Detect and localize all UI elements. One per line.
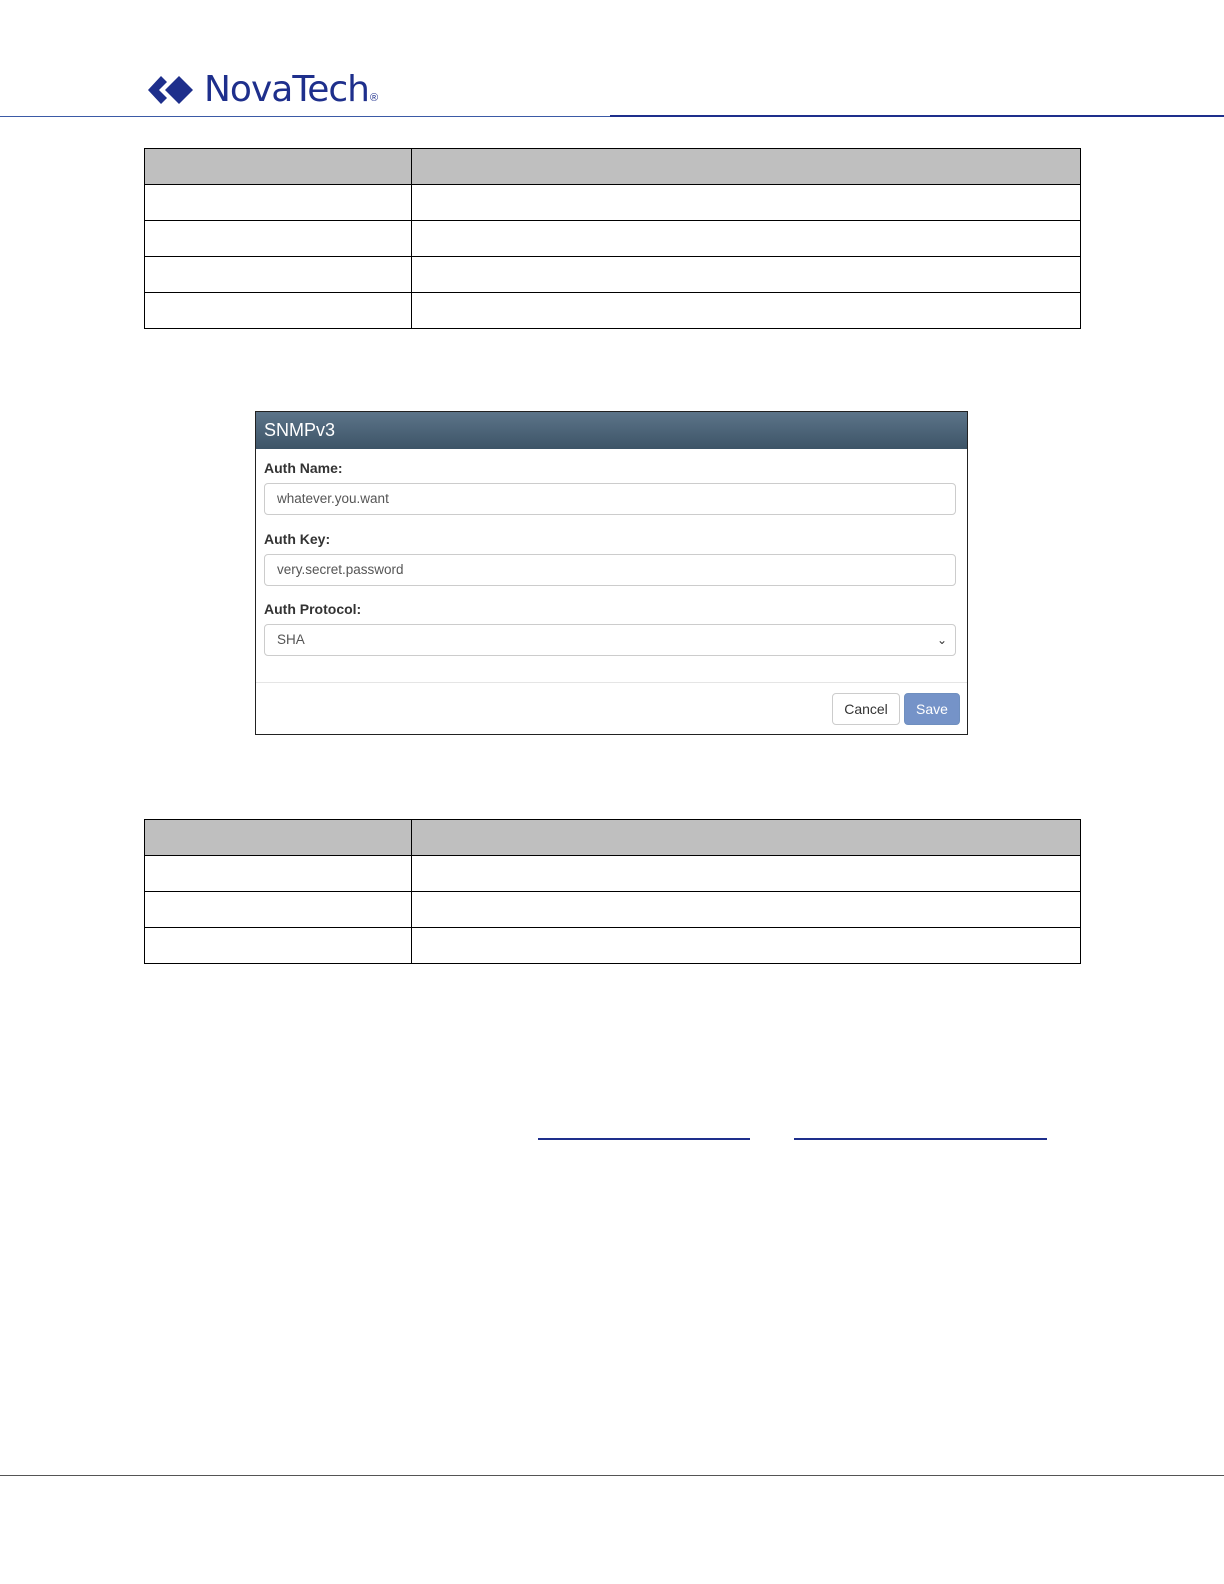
table-cell [145, 928, 412, 964]
registered-mark: ® [369, 92, 379, 104]
table-cell [145, 856, 412, 892]
diamond-logo-icon [148, 73, 200, 107]
table-row [145, 221, 1081, 257]
table-cell [412, 257, 1081, 293]
table-header-row [145, 820, 1081, 856]
auth-protocol-label: Auth Protocol: [264, 601, 362, 617]
table-cell [412, 185, 1081, 221]
header-rule-left [0, 116, 610, 117]
table-cell [145, 185, 412, 221]
hyperlink-1[interactable] [538, 1138, 750, 1140]
table-row [145, 928, 1081, 964]
dialog-footer-divider [256, 682, 967, 683]
table-row [145, 856, 1081, 892]
table-cell [145, 257, 412, 293]
table-cell [412, 892, 1081, 928]
table-cell [145, 892, 412, 928]
table-cell [412, 221, 1081, 257]
auth-key-input[interactable]: very.secret.password [264, 554, 956, 586]
auth-key-label: Auth Key: [264, 531, 331, 547]
table-row [145, 257, 1081, 293]
auth-protocol-select[interactable] [264, 624, 956, 656]
table-cell [412, 928, 1081, 964]
chevron-down-icon: ⌄ [936, 633, 947, 647]
parameter-table-1 [144, 148, 1081, 329]
logo-text: NovaTech [204, 69, 369, 110]
novatech-logo [148, 70, 378, 110]
table-header-row [145, 149, 1081, 185]
table-cell [412, 856, 1081, 892]
table-row [145, 185, 1081, 221]
auth-protocol-value: SHA [277, 632, 305, 647]
table-cell [145, 293, 412, 329]
footer-rule [0, 1475, 1224, 1476]
table-header-cell [412, 820, 1081, 856]
auth-name-input[interactable]: whatever.you.want [264, 483, 956, 515]
parameter-table-2 [144, 819, 1081, 964]
table-header-cell [145, 149, 412, 185]
table-header-cell [412, 149, 1081, 185]
auth-name-label: Auth Name: [264, 460, 343, 476]
dialog-title: SNMPv3 [256, 412, 967, 449]
table-cell [412, 293, 1081, 329]
header-rule-right [610, 115, 1224, 117]
table-cell [145, 221, 412, 257]
table-row [145, 892, 1081, 928]
table-header-cell [145, 820, 412, 856]
table-row [145, 293, 1081, 329]
cancel-button[interactable]: Cancel [832, 693, 900, 725]
snmpv3-dialog [255, 411, 968, 735]
hyperlink-2[interactable] [794, 1138, 1047, 1140]
save-button[interactable]: Save [904, 693, 960, 725]
